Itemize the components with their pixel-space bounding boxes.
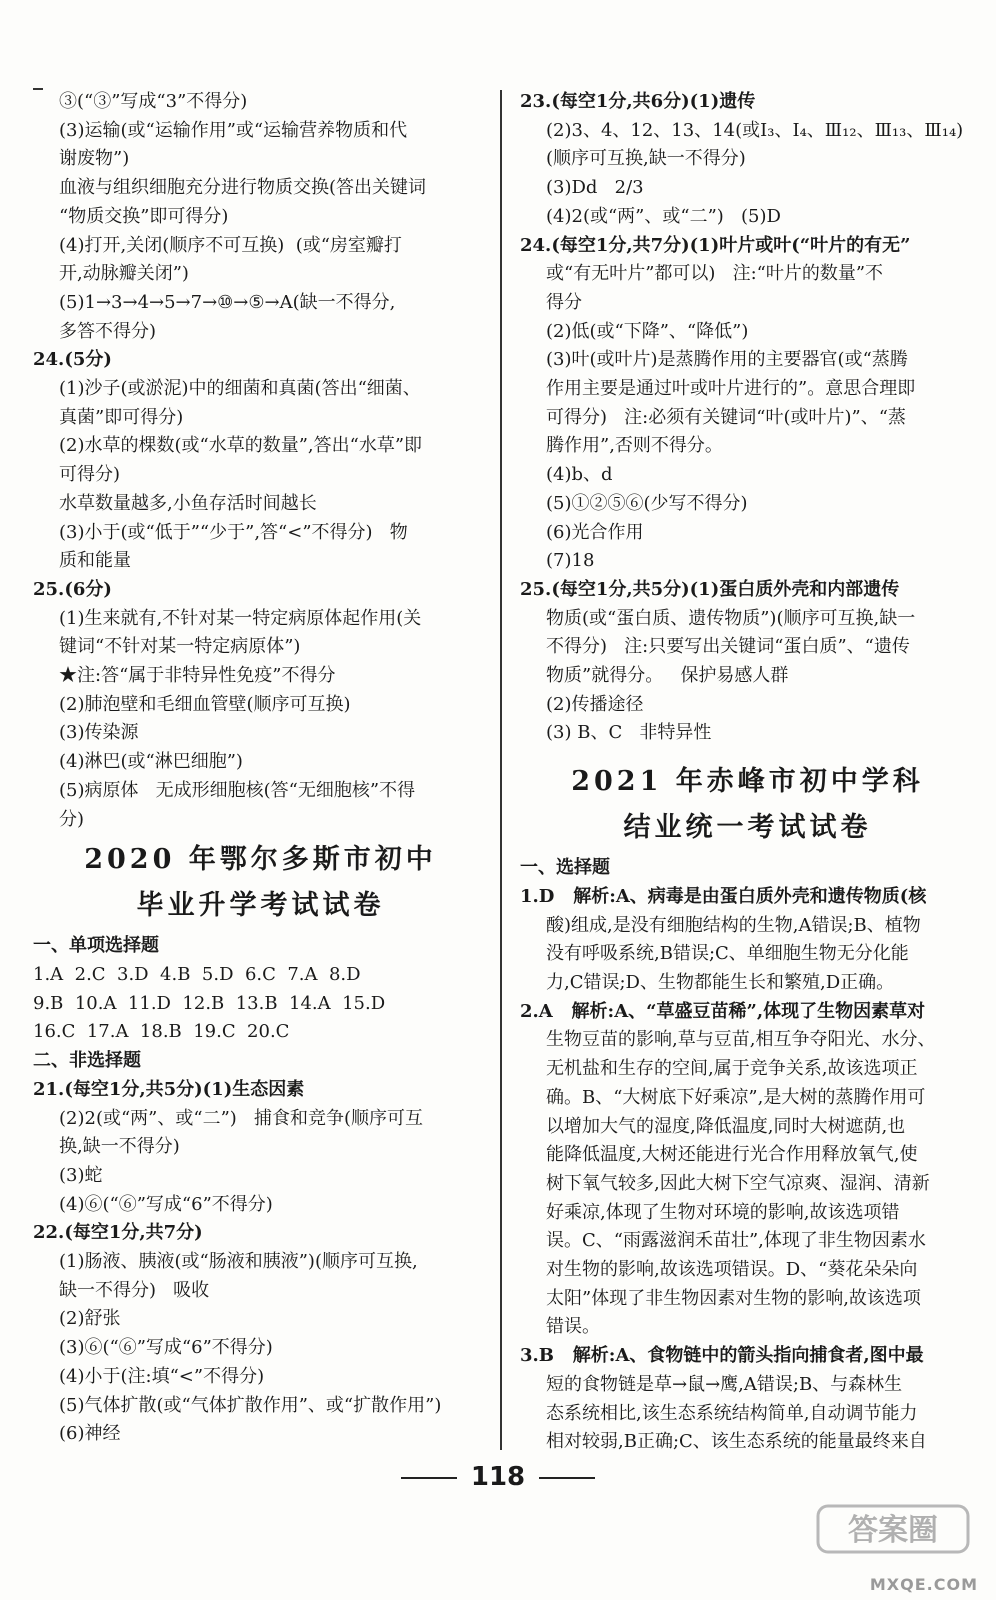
text-line: 键词“不针对某一特定病原体”) xyxy=(59,636,301,658)
text-line: 力,C错误;D、生物都能生长和繁殖,D正确。 xyxy=(546,971,895,993)
text-line: 误。C、“雨露滋润禾苗壮”,体现了非生物因素水 xyxy=(546,1230,926,1252)
text-line: 22.(每空1分,共7分) xyxy=(33,1222,203,1244)
text-line: 以增加大气的湿度,降低温度,同时大树遮荫,也 xyxy=(546,1115,906,1137)
text-line: 作用主要是通过叶或叶片进行的”。意思合理即 xyxy=(546,378,916,400)
text-line: (5)1→3→4→5→7→⑩→⑤→A(缺一不得分, xyxy=(59,291,396,313)
text-line: 9.B 10.A 11.D 12.B 13.B 14.A 15.D xyxy=(33,992,386,1014)
text-line: 好乘凉,体现了生物对环境的影响,故该选项错 xyxy=(546,1201,900,1223)
text-line: 开,动脉瓣关闭”) xyxy=(59,263,189,285)
right-lines-b xyxy=(520,854,975,1457)
text-line: (3)Dd 2/3 xyxy=(546,177,644,199)
page-number xyxy=(0,1462,996,1492)
text-line: 树下氧气较多,因此大树下空气凉爽、湿润、清新 xyxy=(546,1172,930,1194)
text-line: 1.D 解析:A、病毒是由蛋白质外壳和遗传物质(核 xyxy=(520,885,927,907)
exam-title-2020-line2: 毕业升学考试试卷 xyxy=(136,890,385,922)
text-line: 21.(每空1分,共5分)(1)生态因素 xyxy=(33,1078,305,1100)
text-line: 24.(每空1分,共7分)(1)叶片或叶(“叶片的有无” xyxy=(520,234,911,256)
text-line: 水草数量越多,小鱼存活时间越长 xyxy=(59,492,317,514)
text-line: (4)打开,关闭(顺序不可互换) (或“房室瓣打 xyxy=(59,234,402,256)
text-line: (2)传播途径 xyxy=(546,693,644,715)
text-line: 错误。 xyxy=(546,1316,600,1338)
text-line: (2)3、4、12、13、14(或Ⅰ₃、Ⅰ₄、Ⅲ₁₂、Ⅲ₁₃、Ⅲ₁₄) xyxy=(546,119,964,141)
text-line: 真菌”即可得分) xyxy=(59,406,184,428)
text-line: (3) B、C 非特异性 xyxy=(546,722,712,744)
exam-title-2021-line2: 结业统一考试试卷 xyxy=(623,812,872,844)
right-column xyxy=(520,88,975,1457)
text-line: 腾作用”,否则不得分。 xyxy=(546,435,723,457)
right-lines-a xyxy=(520,88,975,748)
text-line: 23.(每空1分,共6分)(1)遗传 xyxy=(520,91,756,112)
text-line: (6)神经 xyxy=(59,1423,121,1445)
text-line: 25.(6分) xyxy=(33,578,112,600)
text-line: 一、单项选择题 xyxy=(33,935,159,957)
watermark-logo xyxy=(814,1502,974,1582)
text-line: 短的食物链是草→鼠→鹰,A错误;B、与森林生 xyxy=(546,1373,903,1395)
text-line: 酸)组成,是没有细胞结构的生物,A错误;B、植物 xyxy=(546,914,921,936)
text-line: 得分 xyxy=(546,291,582,313)
text-line: (7)18 xyxy=(546,550,595,572)
text-line: 25.(每空1分,共5分)(1)蛋白质外壳和内部遗传 xyxy=(520,578,900,600)
text-line: 不得分) 注:只要写出关键词“蛋白质”、“遗传 xyxy=(546,636,910,658)
text-line: (5)病原体 无成形细胞核(答“无细胞核”不得 xyxy=(59,779,416,801)
text-line: (4)小于(注:填“<”不得分) xyxy=(59,1365,265,1387)
text-line: 相对较弱,B正确;C、该生态系统的能量最终来自 xyxy=(546,1431,927,1453)
left-column xyxy=(33,88,488,1449)
page-number-rule-right xyxy=(539,1477,595,1479)
watermark-logo-text: 答案圈 xyxy=(848,1513,938,1548)
text-line: 生物豆苗的影响,草与豆苗,相互争夺阳光、水分、 xyxy=(546,1029,936,1051)
text-line: 或“有无叶片”都可以) 注:“叶片的数量”不 xyxy=(546,263,884,285)
text-line: 物质”就得分。 保护易感人群 xyxy=(546,665,789,687)
text-line: ★注:答“属于非特异性免疫”不得分 xyxy=(59,665,336,687)
text-line: 换,缺一不得分) xyxy=(59,1136,180,1158)
text-line: (3)⑥(“⑥”写成“6”不得分) xyxy=(59,1337,273,1359)
text-line: 血液与组织细胞充分进行物质交换(答出关键词 xyxy=(59,177,427,199)
text-line: (2)2(或“两”、或“二”) 捕食和竞争(顺序可互 xyxy=(59,1107,423,1129)
text-line: (3)叶(或叶片)是蒸腾作用的主要器官(或“蒸腾 xyxy=(546,349,908,371)
text-line: (6)光合作用 xyxy=(546,521,644,543)
text-line: 2.A 解析:A、“草盛豆苗稀”,体现了生物因素草对 xyxy=(520,1000,926,1022)
text-line: 可得分) xyxy=(59,464,121,486)
text-line: (顺序可互换,缺一不得分) xyxy=(546,148,746,170)
text-line: (2)低(或“下降”、“降低”) xyxy=(546,320,749,342)
text-line: (2)肺泡壁和毛细血管壁(顺序可互换) xyxy=(59,693,351,715)
text-line: (4)2(或“两”、或“二”) (5)D xyxy=(546,205,781,227)
text-line: (3)运输(或“运输作用”或“运输营养物质和代 xyxy=(59,119,408,141)
left-lines-a xyxy=(33,88,488,834)
text-line: 分) xyxy=(59,808,85,830)
text-line: 1.A 2.C 3.D 4.B 5.D 6.C 7.A 8.D xyxy=(33,963,361,985)
text-line: 一、选择题 xyxy=(520,857,610,879)
text-line: (2)水草的棵数(或“水草的数量”,答出“水草”即 xyxy=(59,435,423,457)
text-line: 物质(或“蛋白质、遗传物质”)(顺序可互换,缺一 xyxy=(546,607,916,629)
text-line: 二、非选择题 xyxy=(33,1050,141,1072)
exam-title-2021-line1: 2021 年赤峰市初中学科 xyxy=(571,766,924,798)
text-line: 3.B 解析:A、食物链中的箭头指向捕食者,图中最 xyxy=(520,1345,924,1367)
watermark-site: MXQE.COM xyxy=(869,1575,978,1594)
text-line: (3)小于(或“低于”“少于”,答“<”不得分) 物 xyxy=(59,521,408,543)
text-line: (4)⑥(“⑥”写成“6”不得分) xyxy=(59,1193,273,1215)
text-line: (1)生来就有,不针对某一特定病原体起作用(关 xyxy=(59,607,422,629)
text-line: 太阳”体现了非生物因素对生物的影响,故该选项 xyxy=(546,1287,921,1309)
text-line: 确。B、“大树底下好乘凉”,是大树的蒸腾作用可 xyxy=(546,1086,926,1108)
text-line: 24.(5分) xyxy=(33,349,112,371)
text-line: (5)①②⑤⑥(少写不得分) xyxy=(546,492,748,514)
text-line: “物质交换”即可得分) xyxy=(59,205,229,227)
column-divider xyxy=(500,90,502,1450)
text-line: 16.C 17.A 18.B 19.C 20.C xyxy=(33,1021,290,1043)
text-line: (1)沙子(或淤泥)中的细菌和真菌(答出“细菌、 xyxy=(59,378,421,400)
text-line: 缺一不得分) 吸收 xyxy=(59,1279,210,1301)
page-number-rule-left xyxy=(401,1477,457,1479)
text-line: (5)气体扩散(或“气体扩散作用”、或“扩散作用”) xyxy=(59,1394,442,1416)
page-number-text: 118 xyxy=(470,1462,526,1492)
text-line: (4)淋巴(或“淋巴细胞”) xyxy=(59,751,243,773)
text-line: (4)b、d xyxy=(546,464,613,486)
text-line: (3)蛇 xyxy=(59,1164,103,1186)
text-line: (2)舒张 xyxy=(59,1308,121,1330)
text-line: 没有呼吸系统,B错误;C、单细胞生物无分化能 xyxy=(546,943,909,965)
text-line: 可得分) 注:必须有关键词“叶(或叶片)”、“蒸 xyxy=(546,406,906,428)
text-line: ③(“③”写成“3”不得分) xyxy=(59,91,248,112)
text-line: 多答不得分) xyxy=(59,320,157,342)
left-lines-b xyxy=(33,932,488,1449)
exam-title-2020-line1: 2020 年鄂尔多斯市初中 xyxy=(84,844,437,876)
text-line: 谢废物”) xyxy=(59,148,130,170)
text-line: (1)肠液、胰液(或“肠液和胰液”)(顺序可互换, xyxy=(59,1251,418,1273)
text-line: 态系统相比,该生态系统结构简单,自动调节能力 xyxy=(546,1402,918,1424)
text-line: (3)传染源 xyxy=(59,722,139,744)
text-line: 无机盐和生存的空间,属于竞争关系,故该选项正 xyxy=(546,1058,918,1080)
text-line: 对生物的影响,故该选项错误。D、“葵花朵朵向 xyxy=(546,1259,918,1281)
text-line: 质和能量 xyxy=(59,550,131,572)
text-line: 能降低温度,大树还能进行光合作用释放氧气,使 xyxy=(546,1144,918,1166)
